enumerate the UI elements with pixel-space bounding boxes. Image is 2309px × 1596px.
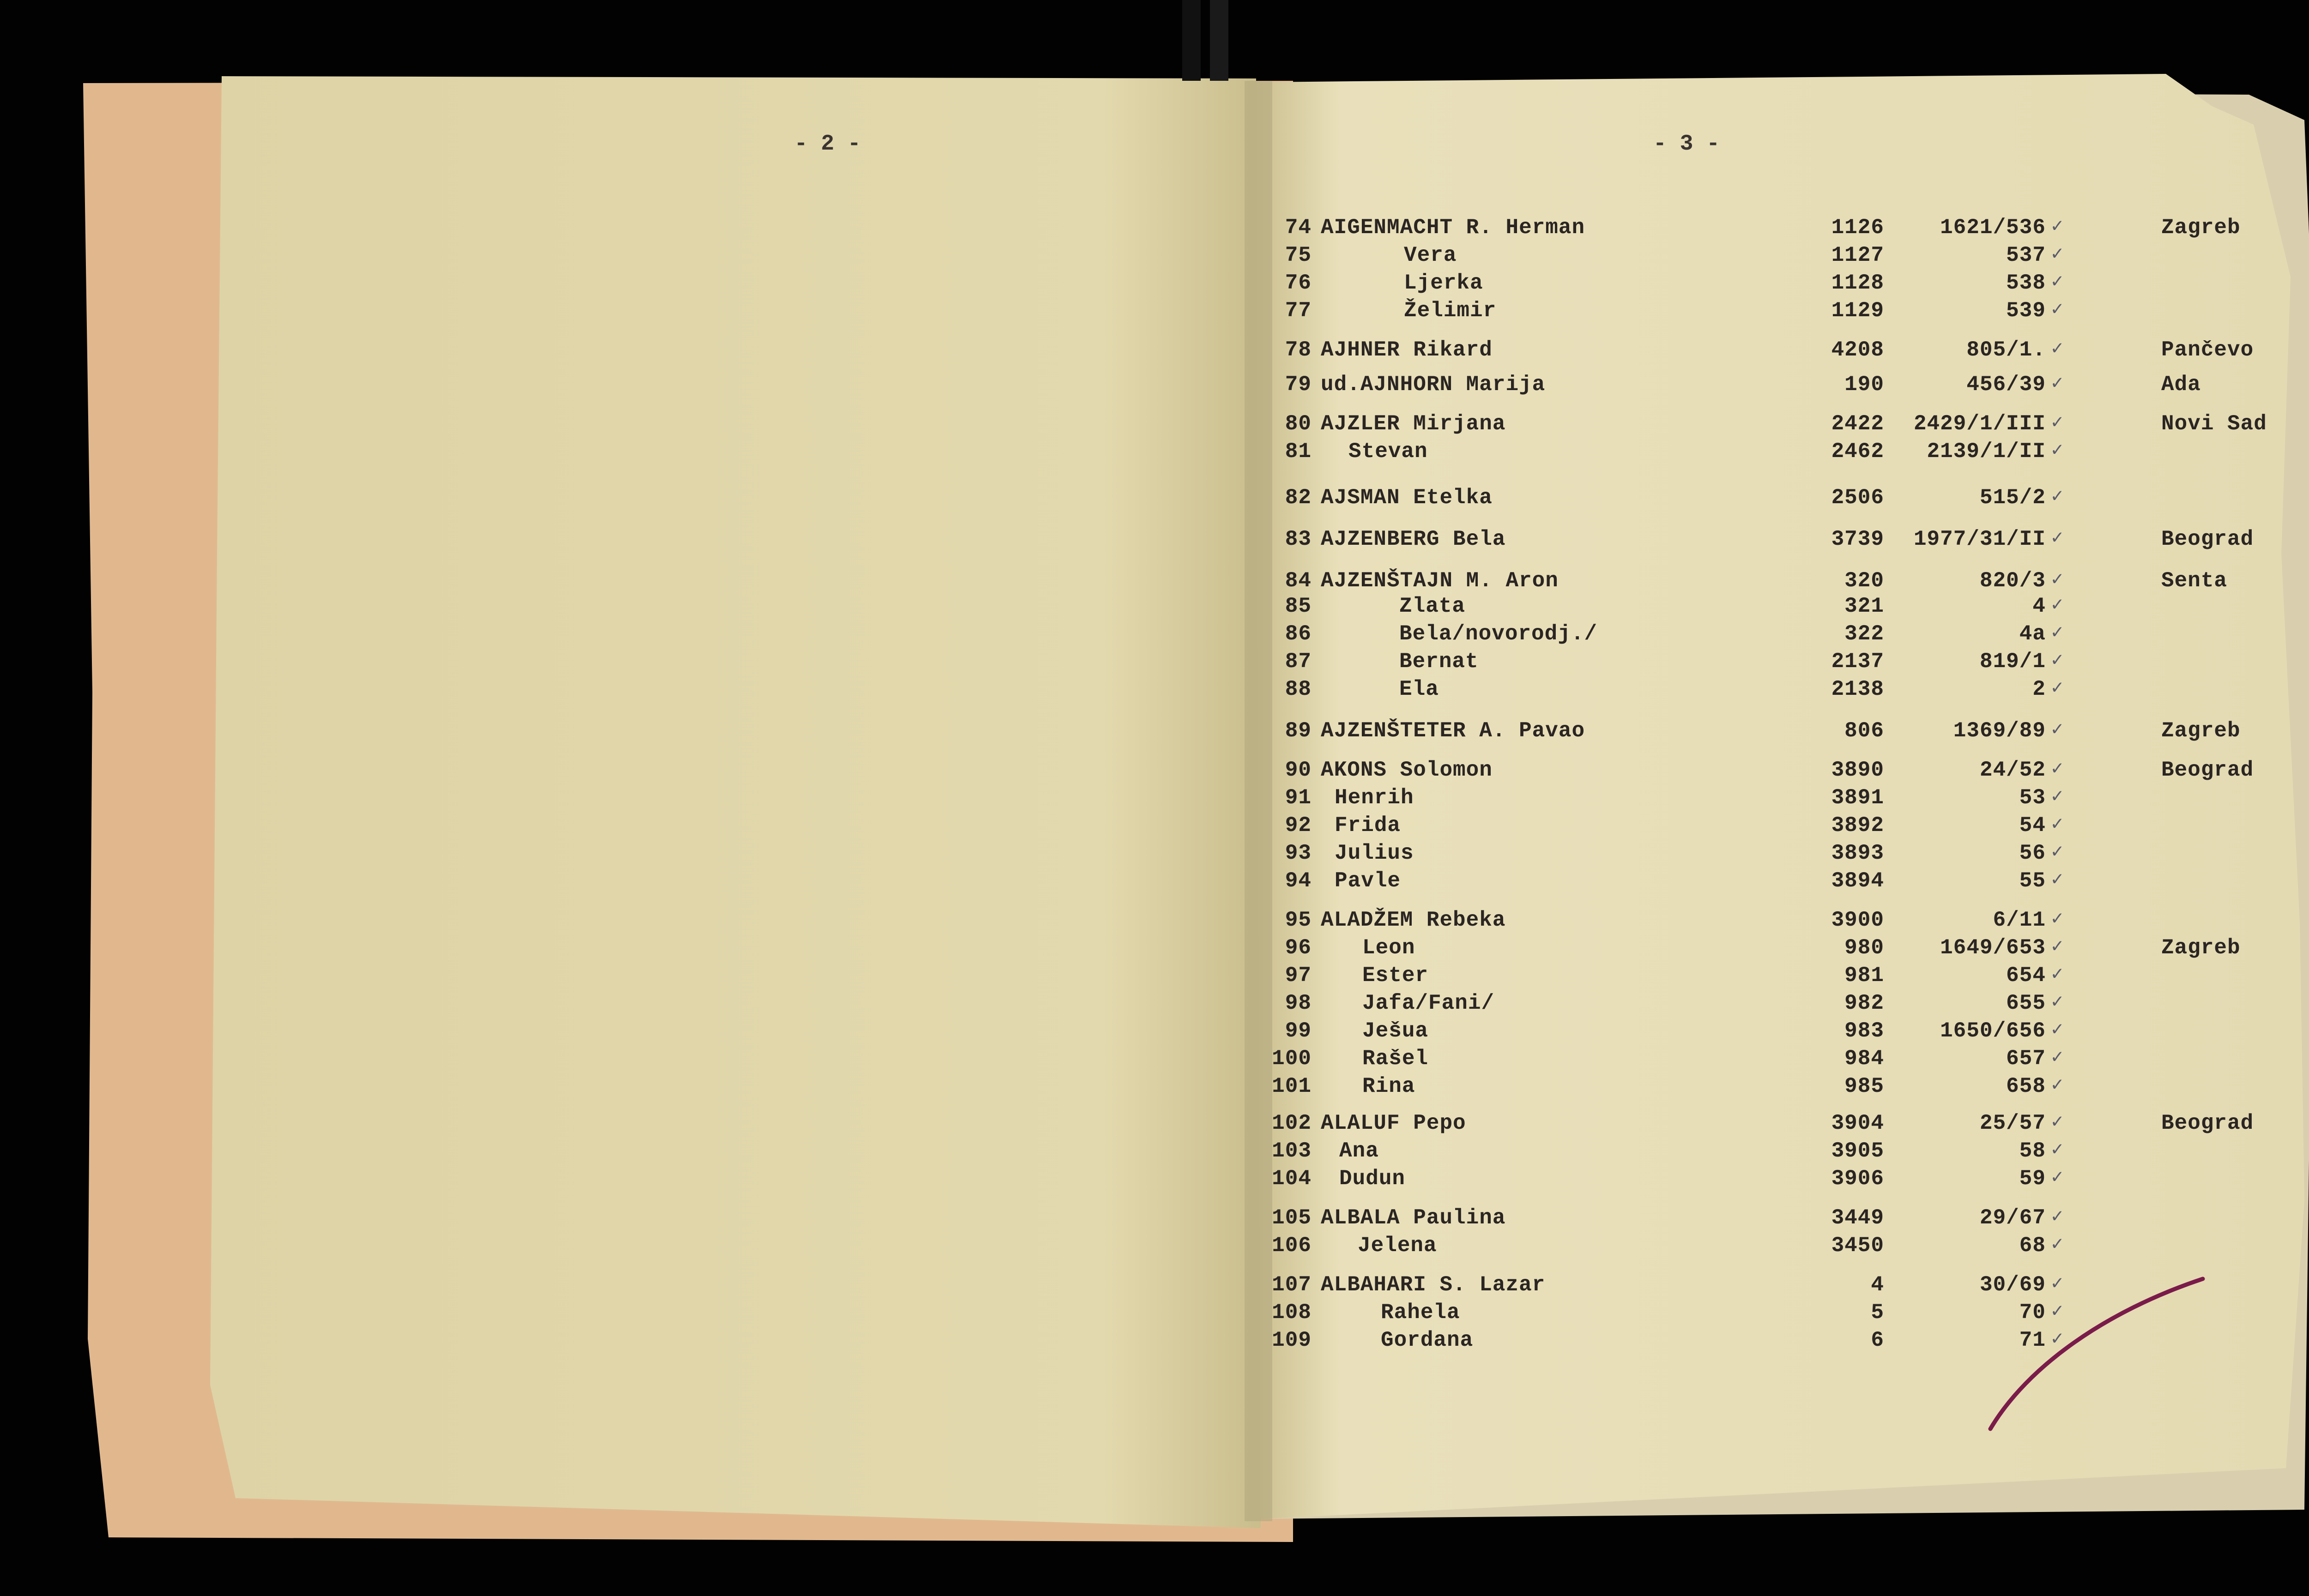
check-mark: ✓ bbox=[2051, 1273, 2064, 1295]
record-given-name: Frida bbox=[1335, 813, 1401, 837]
record-given-name: Vera bbox=[1404, 243, 1457, 267]
record-given-name: Ljerka bbox=[1404, 271, 1483, 295]
record-city: Zagreb bbox=[2161, 216, 2241, 240]
record-given-name: Zlata bbox=[1399, 594, 1466, 618]
record-reference: 71 bbox=[2019, 1328, 2046, 1352]
record-number: 106 bbox=[1272, 1234, 1312, 1258]
check-mark: ✓ bbox=[2051, 527, 2064, 549]
record-reference: 2 bbox=[2032, 677, 2046, 701]
record-reference: 1369/89 bbox=[1953, 719, 2046, 743]
record-reference: 658 bbox=[2006, 1074, 2046, 1098]
record-id: 3900 bbox=[1831, 908, 1884, 932]
record-number: 91 bbox=[1285, 786, 1312, 810]
check-mark: ✓ bbox=[2051, 1301, 2064, 1323]
record-number: 79 bbox=[1285, 373, 1312, 397]
page-number-left: - 2 - bbox=[794, 132, 861, 157]
check-mark: ✓ bbox=[2051, 1019, 2064, 1041]
check-mark: ✓ bbox=[2051, 991, 2064, 1013]
record-id: 3904 bbox=[1831, 1111, 1884, 1135]
record-reference: 56 bbox=[2019, 841, 2046, 865]
record-number: 97 bbox=[1285, 964, 1312, 988]
record-id: 3890 bbox=[1831, 758, 1884, 782]
record-city: Zagreb bbox=[2161, 719, 2241, 743]
record-id: 983 bbox=[1844, 1019, 1884, 1043]
record-number: 90 bbox=[1285, 758, 1312, 782]
record-surname: ALADŽEM Rebeka bbox=[1321, 908, 1506, 932]
check-mark: ✓ bbox=[2051, 216, 2064, 238]
record-number: 75 bbox=[1285, 243, 1312, 267]
record-reference: 29/67 bbox=[1979, 1206, 2046, 1230]
record-number: 103 bbox=[1272, 1139, 1312, 1163]
record-surname: AJSMAN Etelka bbox=[1321, 486, 1493, 510]
record-surname: AIGENMACHT R. Herman bbox=[1321, 216, 1585, 240]
record-id: 3905 bbox=[1831, 1139, 1884, 1163]
record-number: 77 bbox=[1285, 299, 1312, 323]
record-given-name: Gordana bbox=[1381, 1328, 1474, 1352]
record-reference: 539 bbox=[2006, 299, 2046, 323]
record-given-name: Leon bbox=[1362, 936, 1415, 960]
check-mark: ✓ bbox=[2051, 1206, 2064, 1228]
record-id: 4 bbox=[1871, 1273, 1884, 1297]
check-mark: ✓ bbox=[2051, 758, 2064, 780]
record-reference: 4 bbox=[2032, 594, 2046, 618]
record-city: Beograd bbox=[2161, 1111, 2254, 1135]
record-surname: AJZENBERG Bela bbox=[1321, 527, 1506, 551]
check-mark: ✓ bbox=[2051, 1139, 2064, 1161]
record-reference: 1621/536 bbox=[1940, 216, 2046, 240]
record-surname: AJZENŠTAJN M. Aron bbox=[1321, 569, 1559, 593]
record-number: 101 bbox=[1272, 1074, 1312, 1098]
record-id: 1129 bbox=[1831, 299, 1884, 323]
check-mark: ✓ bbox=[2051, 338, 2064, 360]
record-id: 5 bbox=[1871, 1301, 1884, 1325]
record-number: 85 bbox=[1285, 594, 1312, 618]
check-mark: ✓ bbox=[2051, 271, 2064, 293]
check-mark: ✓ bbox=[2051, 813, 2064, 836]
record-id: 3892 bbox=[1831, 813, 1884, 837]
record-reference: 2429/1/III bbox=[1913, 412, 2046, 436]
record-id: 1128 bbox=[1831, 271, 1884, 295]
record-reference: 54 bbox=[2019, 813, 2046, 837]
record-reference: 58 bbox=[2019, 1139, 2046, 1163]
record-number: 83 bbox=[1285, 527, 1312, 551]
record-id: 3894 bbox=[1831, 869, 1884, 893]
record-surname: AJHNER Rikard bbox=[1321, 338, 1493, 362]
check-mark: ✓ bbox=[2051, 1234, 2064, 1256]
record-given-name: Henrih bbox=[1335, 786, 1414, 810]
record-number: 100 bbox=[1272, 1047, 1312, 1071]
record-number: 82 bbox=[1285, 486, 1312, 510]
check-mark: ✓ bbox=[2051, 412, 2064, 434]
record-id: 2138 bbox=[1831, 677, 1884, 701]
record-given-name: Stevan bbox=[1348, 440, 1428, 464]
record-given-name: Jelena bbox=[1358, 1234, 1437, 1258]
page-number-right: - 3 - bbox=[1653, 132, 1720, 157]
record-given-name: Rina bbox=[1362, 1074, 1415, 1098]
check-mark: ✓ bbox=[2051, 786, 2064, 808]
check-mark: ✓ bbox=[2051, 243, 2064, 265]
check-mark: ✓ bbox=[2051, 719, 2064, 741]
record-id: 1127 bbox=[1831, 243, 1884, 267]
record-reference: 70 bbox=[2019, 1301, 2046, 1325]
record-id: 3739 bbox=[1831, 527, 1884, 551]
check-mark: ✓ bbox=[2051, 677, 2064, 699]
record-id: 984 bbox=[1844, 1047, 1884, 1071]
check-mark: ✓ bbox=[2051, 650, 2064, 672]
record-number: 88 bbox=[1285, 677, 1312, 701]
check-mark: ✓ bbox=[2051, 440, 2064, 462]
record-number: 84 bbox=[1285, 569, 1312, 593]
record-reference: 4a bbox=[2019, 622, 2046, 646]
record-id: 321 bbox=[1844, 594, 1884, 618]
record-given-name: Rašel bbox=[1362, 1047, 1429, 1071]
record-id: 981 bbox=[1844, 964, 1884, 988]
record-given-name: Ela bbox=[1399, 677, 1439, 701]
check-mark: ✓ bbox=[2051, 622, 2064, 644]
record-given-name: Pavle bbox=[1335, 869, 1401, 893]
record-id: 3893 bbox=[1831, 841, 1884, 865]
record-number: 86 bbox=[1285, 622, 1312, 646]
record-reference: 515/2 bbox=[1979, 486, 2046, 510]
record-id: 985 bbox=[1844, 1074, 1884, 1098]
record-number: 80 bbox=[1285, 412, 1312, 436]
record-city: Novi Sad bbox=[2161, 412, 2267, 436]
check-mark: ✓ bbox=[2051, 1167, 2064, 1189]
record-id: 320 bbox=[1844, 569, 1884, 593]
record-id: 3449 bbox=[1831, 1206, 1884, 1230]
record-reference: 819/1 bbox=[1979, 650, 2046, 674]
record-city: Beograd bbox=[2161, 758, 2254, 782]
record-reference: 805/1. bbox=[1966, 338, 2046, 362]
check-mark: ✓ bbox=[2051, 1111, 2064, 1133]
record-reference: 2139/1/II bbox=[1927, 440, 2046, 464]
record-reference: 55 bbox=[2019, 869, 2046, 893]
record-number: 92 bbox=[1285, 813, 1312, 837]
record-id: 190 bbox=[1844, 373, 1884, 397]
record-reference: 657 bbox=[2006, 1047, 2046, 1071]
record-number: 94 bbox=[1285, 869, 1312, 893]
check-mark: ✓ bbox=[2051, 1074, 2064, 1096]
left-page bbox=[210, 76, 1261, 1528]
record-given-name: Bela/novorodj./ bbox=[1399, 622, 1598, 646]
record-reference: 1649/653 bbox=[1940, 936, 2046, 960]
record-id: 980 bbox=[1844, 936, 1884, 960]
check-mark: ✓ bbox=[2051, 936, 2064, 958]
record-id: 3450 bbox=[1831, 1234, 1884, 1258]
record-given-name: Julius bbox=[1335, 841, 1414, 865]
check-mark: ✓ bbox=[2051, 373, 2064, 395]
record-reference: 1977/31/II bbox=[1913, 527, 2046, 551]
binding-clip bbox=[1182, 0, 1201, 81]
record-id: 3891 bbox=[1831, 786, 1884, 810]
check-mark: ✓ bbox=[2051, 908, 2064, 930]
record-surname: ALBAHARI S. Lazar bbox=[1321, 1273, 1546, 1297]
record-city: Pančevo bbox=[2161, 338, 2254, 362]
record-number: 104 bbox=[1272, 1167, 1312, 1191]
record-number: 102 bbox=[1272, 1111, 1312, 1135]
check-mark: ✓ bbox=[2051, 1328, 2064, 1350]
record-surname: ud.AJNHORN Marija bbox=[1321, 373, 1546, 397]
check-mark: ✓ bbox=[2051, 841, 2064, 863]
record-reference: 53 bbox=[2019, 786, 2046, 810]
record-id: 2506 bbox=[1831, 486, 1884, 510]
record-id: 2462 bbox=[1831, 440, 1884, 464]
record-number: 108 bbox=[1272, 1301, 1312, 1325]
record-reference: 59 bbox=[2019, 1167, 2046, 1191]
record-reference: 655 bbox=[2006, 991, 2046, 1015]
record-city: Senta bbox=[2161, 569, 2228, 593]
check-mark: ✓ bbox=[2051, 964, 2064, 986]
record-reference: 538 bbox=[2006, 271, 2046, 295]
record-number: 87 bbox=[1285, 650, 1312, 674]
record-reference: 30/69 bbox=[1979, 1273, 2046, 1297]
record-given-name: Rahela bbox=[1381, 1301, 1460, 1325]
record-reference: 68 bbox=[2019, 1234, 2046, 1258]
record-surname: AJZENŠTETER A. Pavao bbox=[1321, 719, 1585, 743]
record-reference: 1650/656 bbox=[1940, 1019, 2046, 1043]
record-given-name: Dudun bbox=[1339, 1167, 1406, 1191]
record-city: Ada bbox=[2161, 373, 2201, 397]
record-number: 107 bbox=[1272, 1273, 1312, 1297]
record-id: 3906 bbox=[1831, 1167, 1884, 1191]
check-mark: ✓ bbox=[2051, 486, 2064, 508]
record-id: 2422 bbox=[1831, 412, 1884, 436]
check-mark: ✓ bbox=[2051, 869, 2064, 891]
record-given-name: Bernat bbox=[1399, 650, 1479, 674]
record-reference: 24/52 bbox=[1979, 758, 2046, 782]
record-id: 6 bbox=[1871, 1328, 1884, 1352]
record-number: 96 bbox=[1285, 936, 1312, 960]
check-mark: ✓ bbox=[2051, 299, 2064, 321]
record-number: 98 bbox=[1285, 991, 1312, 1015]
record-id: 806 bbox=[1844, 719, 1884, 743]
check-mark: ✓ bbox=[2051, 1047, 2064, 1069]
record-given-name: Jafa/Fani/ bbox=[1362, 991, 1495, 1015]
binding-clip bbox=[1210, 0, 1228, 81]
record-number: 89 bbox=[1285, 719, 1312, 743]
record-reference: 654 bbox=[2006, 964, 2046, 988]
record-reference: 456/39 bbox=[1966, 373, 2046, 397]
check-mark: ✓ bbox=[2051, 569, 2064, 591]
record-number: 81 bbox=[1285, 440, 1312, 464]
record-city: Zagreb bbox=[2161, 936, 2241, 960]
record-id: 982 bbox=[1844, 991, 1884, 1015]
record-number: 93 bbox=[1285, 841, 1312, 865]
record-reference: 537 bbox=[2006, 243, 2046, 267]
record-surname: ALBALA Paulina bbox=[1321, 1206, 1506, 1230]
record-surname: AJZLER Mirjana bbox=[1321, 412, 1506, 436]
record-given-name: Ješua bbox=[1362, 1019, 1429, 1043]
record-surname: ALALUF Pepo bbox=[1321, 1111, 1466, 1135]
record-reference: 6/11 bbox=[1993, 908, 2046, 932]
record-given-name: Želimir bbox=[1404, 299, 1497, 323]
record-number: 76 bbox=[1285, 271, 1312, 295]
record-id: 4208 bbox=[1831, 338, 1884, 362]
record-id: 2137 bbox=[1831, 650, 1884, 674]
check-mark: ✓ bbox=[2051, 594, 2064, 616]
record-number: 95 bbox=[1285, 908, 1312, 932]
record-given-name: Ana bbox=[1339, 1139, 1379, 1163]
record-number: 99 bbox=[1285, 1019, 1312, 1043]
record-number: 74 bbox=[1285, 216, 1312, 240]
record-id: 322 bbox=[1844, 622, 1884, 646]
record-given-name: Ester bbox=[1362, 964, 1429, 988]
record-number: 109 bbox=[1272, 1328, 1312, 1352]
record-number: 78 bbox=[1285, 338, 1312, 362]
record-number: 105 bbox=[1272, 1206, 1312, 1230]
record-reference: 25/57 bbox=[1979, 1111, 2046, 1135]
record-reference: 820/3 bbox=[1979, 569, 2046, 593]
record-id: 1126 bbox=[1831, 216, 1884, 240]
record-surname: AKONS Solomon bbox=[1321, 758, 1493, 782]
record-city: Beograd bbox=[2161, 527, 2254, 551]
